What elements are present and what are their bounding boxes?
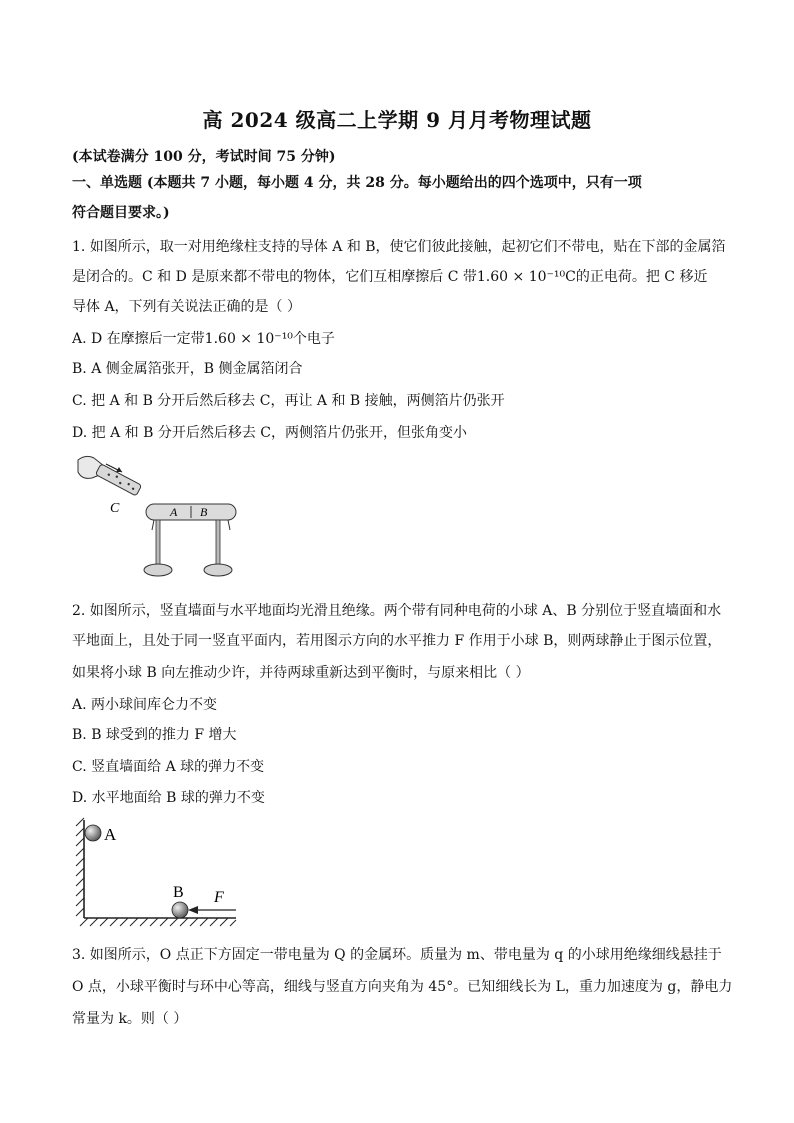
q2-stem-line3: 如果将小球 B 向左推动少许，并待两球重新达到平衡时，与原来相比（ ） bbox=[72, 665, 530, 681]
q2-option-b: B. B 球受到的推力 F 增大 bbox=[72, 727, 237, 743]
exam-info: (本试卷满分 100 分，考试时间 75 分钟) bbox=[72, 149, 336, 165]
label-b: B bbox=[173, 884, 184, 901]
ball-a bbox=[85, 825, 101, 841]
page-title: 高 2024 级高二上学期 9 月月考物理试题 bbox=[202, 108, 592, 132]
q2-stem-line1: 2. 如图所示，竖直墙面与水平地面均光滑且绝缘。两个带有同种电荷的小球 A、B 分别位于竖直墙面和水 bbox=[72, 603, 722, 619]
section-heading-line1: 一、单选题 (本题共 7 小题，每小题 4 分，共 28 分。每小题给出的四个选项中，只有一项 bbox=[72, 175, 642, 191]
q1-stem-line3: 导体 A，下列有关说法正确的是（ ） bbox=[72, 299, 302, 315]
q1-option-a: A. D 在摩擦后一定带1.60 × 10⁻¹⁰个电子 bbox=[72, 331, 335, 347]
q1-stem-line1: 1. 如图所示，取一对用绝缘柱支持的导体 A 和 B，使它们彼此接触，起初它们不带电，贴在下部的金属箔 bbox=[72, 239, 726, 255]
q1-stem-line2: 是闭合的。C 和 D 是原来都不带电的物体，它们互相摩擦后 C 带1.60 × 10⁻¹⁰C的正电荷。把 C 移近 bbox=[72, 269, 708, 285]
q1-figure bbox=[72, 452, 252, 582]
q1-option-d: D. 把 A 和 B 分开后然后移去 C，两侧箔片仍张开，但张角变小 bbox=[72, 425, 467, 441]
q2-figure bbox=[72, 814, 252, 930]
q2-option-c: C. 竖直墙面给 A 球的弹力不变 bbox=[72, 759, 265, 775]
q2-option-a: A. 两小球间库仑力不变 bbox=[72, 697, 218, 713]
label-a: A bbox=[104, 825, 117, 844]
q1-option-b: B. A 侧金属箔张开，B 侧金属箔闭合 bbox=[72, 361, 303, 377]
q1-option-c: C. 把 A 和 B 分开后然后移去 C，再让 A 和 B 接触，两侧箔片仍张开 bbox=[72, 393, 505, 409]
label-a: A bbox=[170, 505, 178, 519]
q2-stem-line2: 平地面上，且处于同一竖直平面内，若用图示方向的水平推力 F 作用于小球 B，则两球静止于图示位置， bbox=[72, 633, 722, 649]
q3-stem-line3: 常量为 k。则（ ） bbox=[72, 1011, 188, 1027]
label-b: B bbox=[200, 505, 208, 519]
q2-option-d: D. 水平地面给 B 球的弹力不变 bbox=[72, 790, 265, 806]
q3-stem-line2: O 点，小球平衡时与环中心等高，细线与竖直方向夹角为 45°。已知细线长为 L，重力加速度为 g，静电力 bbox=[72, 979, 733, 995]
ball-b bbox=[172, 902, 188, 918]
q3-stem-line1: 3. 如图所示，O 点正下方固定一带电量为 Q 的金属环。质量为 m、带电量为 q 的小球用绝缘细线悬挂于 bbox=[72, 947, 722, 963]
section-heading-line2: 符合题目要求。) bbox=[72, 205, 170, 221]
label-c: C bbox=[110, 501, 120, 516]
label-f: F bbox=[214, 889, 224, 906]
